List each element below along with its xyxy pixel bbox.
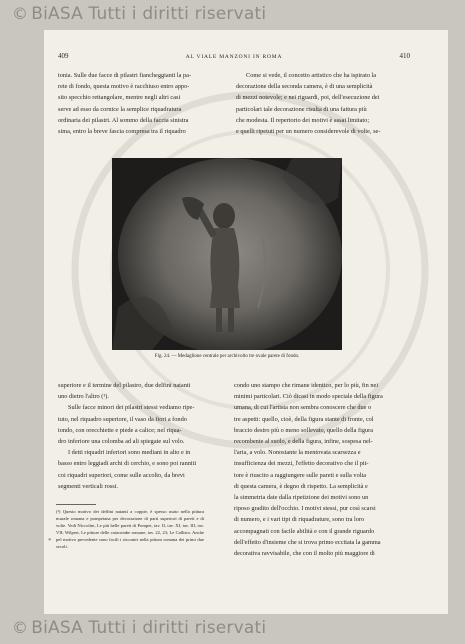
text-line: tonia. Sulle due facce di pilastri fiancheggianti la pa- bbox=[58, 72, 192, 79]
text-line: di numero, e i vari tipi di riquadrature, sono tra loro bbox=[234, 516, 365, 524]
text-line: umana, di cui l'artista non sembra conoscere che due o bbox=[234, 404, 372, 412]
text-line: di questa camera, è degno di rispetto. La semplicità e bbox=[234, 482, 368, 490]
footnote-rule bbox=[56, 504, 96, 505]
text-line: tondo, con orecchiette e piede a calice; nel riqua- bbox=[58, 426, 182, 434]
running-title: AL VIALE MANZONI IN ROMA bbox=[185, 54, 283, 60]
watermark-top bbox=[12, 4, 266, 24]
text-line: particolari tale decorazione risulta di una fattura più bbox=[236, 105, 367, 113]
text-line: ordinaria dei pilastri. Al sommo della faccia sinistra bbox=[58, 116, 189, 124]
text-line: accompagnati con facile abilità e con il grande riguardo bbox=[234, 527, 375, 535]
figure-caption: Fig. 24. — Medaglione centrale per archivolto tre ovale parete di fondo. bbox=[154, 354, 300, 359]
page-number-left: 409 bbox=[58, 52, 69, 60]
left-column-top bbox=[58, 70, 227, 137]
text-line: insufficienza dei mezzi, l'effetto decorativo che il pit- bbox=[234, 460, 369, 468]
text-line: sito specchio rettangolare, mentre negli altri casi bbox=[58, 94, 181, 102]
page-number-right: 410 bbox=[399, 52, 410, 60]
text-line: rete di fondo, questa motivo è racchiuso entro appo- bbox=[58, 83, 190, 91]
text-line: tuto, nel riquadro superiore, il vaso da fiori a fondo bbox=[58, 415, 187, 423]
text-line: la simmetria date dalla ripetizione dei motivi sono un bbox=[234, 494, 369, 502]
copyright-symbol: © bbox=[12, 618, 29, 637]
text-line: riposo gradito dell'occhio. I motivi stessi, pur così scarsi bbox=[234, 505, 376, 513]
margin-mark: * bbox=[48, 537, 52, 545]
watermark-text: BiASA Tutti i diritti riservati bbox=[31, 618, 267, 638]
text-line: minimi particolari. Ciò dicasi in modo speciale della figura bbox=[234, 393, 383, 401]
text-line: tore è riuscito a raggiungere sulle pareti e sulla volta bbox=[234, 471, 367, 479]
right-column-top bbox=[236, 70, 406, 137]
text-line: superiore e il termine del pilastro, due delfini natanti bbox=[58, 382, 191, 389]
text-line: che modesta. Il repertorio dei motivi è assai limitato; bbox=[236, 116, 370, 124]
text-line: Sulle facce minori dei pilastri stessi vediamo ripe- bbox=[68, 404, 195, 412]
copyright-symbol: © bbox=[12, 4, 29, 23]
fresco-image bbox=[112, 158, 342, 350]
running-header bbox=[58, 52, 410, 64]
text-line: basso entro leggiadi archi di cerchio, e sono poi ranniti bbox=[58, 460, 197, 468]
text-line: condo uno stampo che rimane identico, per lo più, fin nei bbox=[234, 382, 379, 389]
text-line: uno dietro l'altro (¹). bbox=[58, 393, 109, 401]
watermark-text: BiASA Tutti i diritti riservati bbox=[31, 4, 267, 24]
text-line: recombente al suolo, e della figura, infine, sospesa nel- bbox=[234, 438, 373, 446]
text-line: Come si vede, il concetto artistico che ha ispirato la bbox=[246, 72, 377, 79]
footnote: (¹) Questo motivo dei delfini natanti a coppie, è spesso usato nella pittura murale romana e pompeiana per decorazione di parti superiori di pareti e di volte. Vedi Niccolini, Le più belle pareti di Pompei, tav. II, tav. XI, tav. III, tav. VII; Wilpert, Le pitture delle catacombe romane, tav. 22, 23; Le Callisto. Anche pel motivo precedente sono facili i riscontri nella pittura romana dei primi due secoli. bbox=[56, 509, 204, 550]
text-line: decorazione della seconda camera, è di una semplicità bbox=[236, 83, 373, 91]
text-line: dro inferiore una colomba ad ali spiegate sul volo. bbox=[58, 438, 185, 446]
text-line: coi riquadri superiori, come sulle accolto, da brevi bbox=[58, 471, 185, 479]
text-line: dell'effetto d'insieme che si trova primo eccitata la gamma bbox=[234, 538, 381, 546]
text-line: serve ad esso da cornice la semplice riquadratura bbox=[58, 105, 182, 113]
text-line: segmenti verticali rossi. bbox=[58, 482, 118, 490]
text-line: braccio destro più o meno sollevato, quello della figura bbox=[234, 426, 374, 434]
text-line: e quelli ripetuti per un numero considerevole di volte, se- bbox=[236, 128, 381, 136]
text-line: di mezzi notevole; e nei riguardi, poi, dell'esecuzione dei bbox=[236, 94, 380, 102]
text-line: tre aspetti: quello, cioè, della figura stante di fronte, col bbox=[234, 415, 374, 423]
text-line: I detti riquadri inferiori sono mediani in alto e in bbox=[68, 449, 191, 457]
fresco-photograph bbox=[112, 158, 342, 350]
watermark-bottom bbox=[12, 618, 266, 638]
text-line: l'aria, a volo. Nonostante la mentovata scarsezza e bbox=[234, 449, 361, 457]
right-column-bottom bbox=[234, 380, 406, 559]
text-line: sima, entro la breve fascia compresa tra il riquadro bbox=[58, 128, 186, 136]
text-line: decorativa ravvisabile, che con il molto più maggiore di bbox=[234, 550, 375, 558]
left-column-bottom bbox=[58, 380, 224, 492]
